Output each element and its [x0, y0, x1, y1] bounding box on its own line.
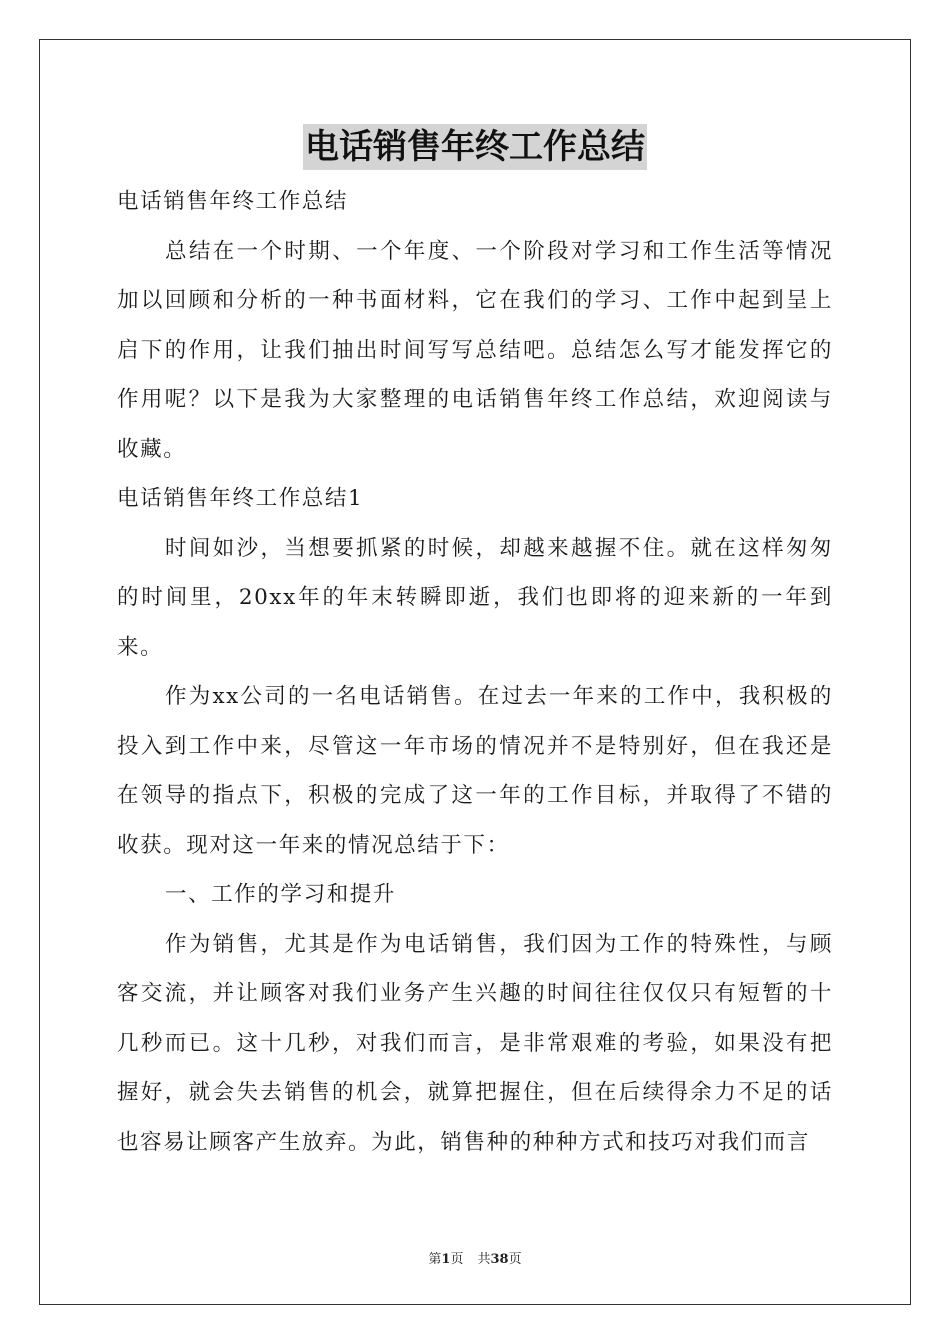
paragraph-subtitle: 电话销售年终工作总结: [117, 189, 349, 214]
document-title: 电话销售年终工作总结: [303, 124, 647, 170]
title-container: [0, 124, 950, 170]
document-body: [117, 177, 833, 1167]
page-suffix: 页: [450, 1252, 464, 1267]
paragraph-intro: 总结在一个时期、一个年度、一个阶段对学习和工作生活等情况加以回顾和分析的一种书面材料，它在我们的学习、工作中起到呈上启下的作用，让我们抽出时间写写总结吧。总结怎么写才能发挥它的作用呢？以下是我为大家整理的电话销售年终工作总结，欢迎阅读与收藏。: [117, 238, 833, 462]
page-current: 1: [441, 1252, 451, 1267]
total-suffix: 页: [508, 1252, 522, 1267]
page-prefix: 第: [428, 1252, 442, 1267]
page-footer: [0, 1248, 950, 1267]
paragraph-sales: 作为销售，尤其是作为电话销售，我们因为工作的特殊性，与顾客交流，并让顾客对我们业务产生兴趣的时间往往仅仅只有短暂的十几秒而已。这十几秒，对我们而言，是非常艰难的考验，如果没有把握好，就会失去销售的机会，就算把握住，但在后续得余力不足的话也容易让顾客产生放弃。为此，销售种的种种方式和技巧对我们而言: [117, 931, 833, 1155]
page-total: 38: [490, 1252, 509, 1267]
subsection-heading-learning: 一、工作的学习和提升: [165, 882, 397, 907]
paragraph-role: 作为xx公司的一名电话销售。在过去一年来的工作中，我积极的投入到工作中来，尽管这一年市场的情况并不是特别好，但在我还是在领导的指点下，积极的完成了这一年的工作目标，并取得了不错的收获。现对这一年来的情况总结于下：: [117, 684, 833, 858]
total-prefix: 共: [477, 1252, 491, 1267]
paragraph-time: 时间如沙，当想要抓紧的时候，却越来越握不住。就在这样匆匆的时间里，20xx年的年末转瞬即逝，我们也即将的迎来新的一年到来。: [117, 535, 833, 660]
section-heading-1: 电话销售年终工作总结1: [117, 486, 364, 511]
